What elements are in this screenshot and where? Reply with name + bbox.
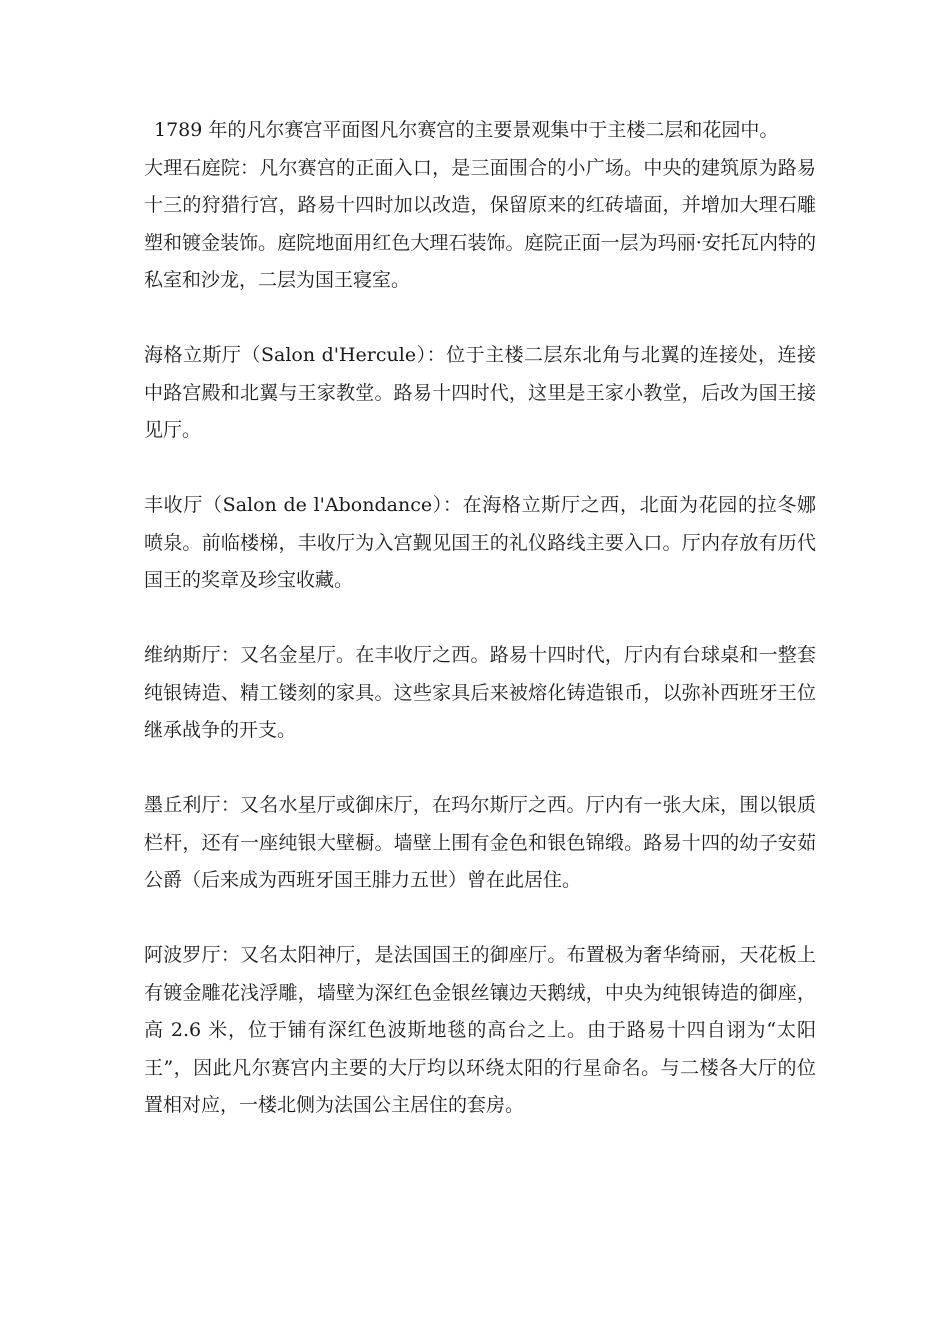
paragraph-venus-salon: 维纳斯厅：又名金星厅。在丰收厅之西。路易十四时代，厅内有台球桌和一整套纯银铸造、精工镂刻的家具。这些家具后来被熔化铸造银币，以弥补西班牙王位继承战争的开支。 bbox=[144, 644, 816, 741]
document-body bbox=[144, 112, 816, 1162]
intro-text: 1789 年的凡尔赛宫平面图凡尔赛宫的主要景观集中于主楼二层和花园中。 bbox=[154, 119, 779, 141]
paragraph-apollo-salon: 阿波罗厅：又名太阳神厅，是法国国王的御座厅。布置极为奢华绮丽，天花板上有镀金雕花浅浮雕，墙壁为深红色金银丝镶边天鹅绒，中央为纯银铸造的御座，高 2.6 米，位于铺有深红色波斯地毯的高台之上。由于路易十四自诩为“太阳王”，因此凡尔赛宫内主要的大厅均以环绕太阳的行星命名。与二楼各大厅的位置相对应，一楼北侧为法国公主居住的套房。 bbox=[144, 944, 816, 1116]
intro-paragraph bbox=[144, 112, 816, 150]
paragraph-hercules-salon: 海格立斯厅（Salon d'Hercule）：位于主楼二层东北角与北翼的连接处，连接中路宫殿和北翼与王家教堂。路易十四时代，这里是王家小教堂，后改为国王接见厅。 bbox=[144, 344, 816, 441]
paragraph-marble-court: 大理石庭院：凡尔赛宫的正面入口，是三面围合的小广场。中央的建筑原为路易十三的狩猎行宫，路易十四时加以改造，保留原来的红砖墙面，并增加大理石雕塑和镀金装饰。庭院地面用红色大理石装饰。庭院正面一层为玛丽·安托瓦内特的私室和沙龙，二层为国王寝室。 bbox=[144, 156, 816, 291]
paragraph-mercury-salon: 墨丘利厅：又名水星厅或御床厅，在玛尔斯厅之西。厅内有一张大床，围以银质栏杆，还有一座纯银大壁橱。墙壁上围有金色和银色锦缎。路易十四的幼子安茹公爵（后来成为西班牙国王腓力五世）曾在此居住。 bbox=[144, 794, 816, 891]
paragraph-abundance-salon: 丰收厅（Salon de l'Abondance）：在海格立斯厅之西，北面为花园的拉冬娜喷泉。前临楼梯，丰收厅为入宫觐见国王的礼仪路线主要入口。厅内存放有历代国王的奖章及珍宝收藏。 bbox=[144, 494, 816, 591]
